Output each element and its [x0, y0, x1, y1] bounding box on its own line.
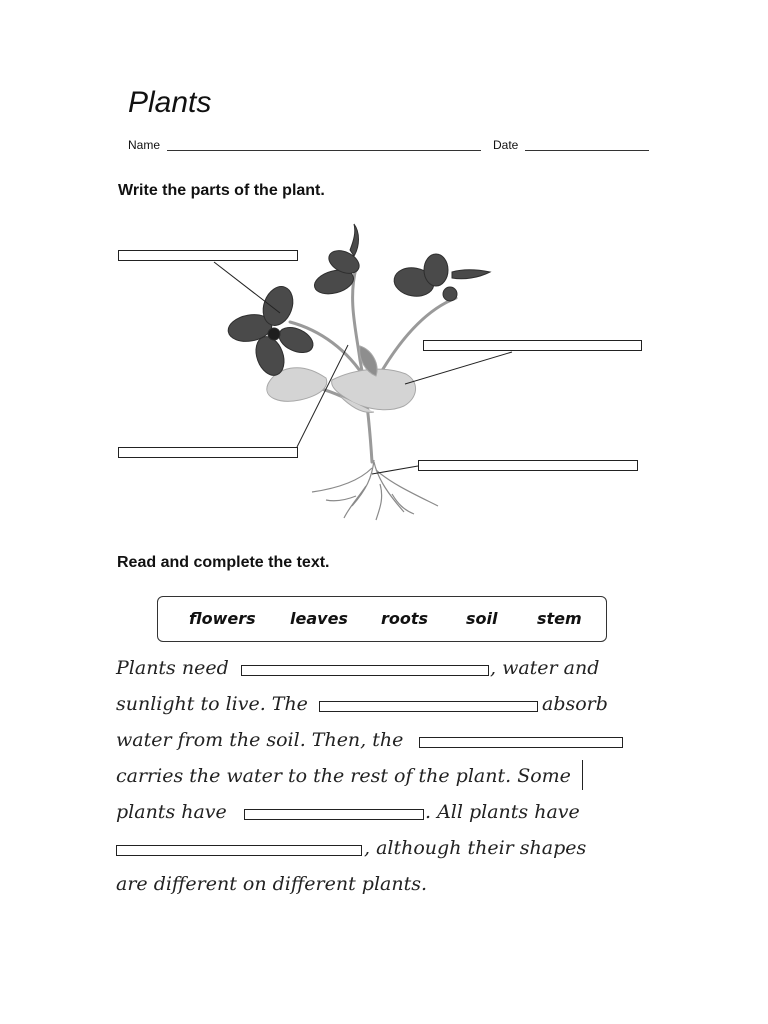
word-bank-item: leaves: [290, 609, 348, 628]
diagram-instruction: Write the parts of the plant.: [118, 182, 325, 199]
text-instruction: Read and complete the text.: [117, 554, 330, 571]
label-box-leaf[interactable]: [423, 340, 642, 351]
passage-text: are different on different plants.: [116, 873, 428, 895]
passage-text: water from the soil. Then, the: [116, 729, 404, 751]
date-label: Date: [493, 138, 519, 152]
blank-2[interactable]: [319, 701, 538, 712]
label-box-flower[interactable]: [118, 250, 298, 261]
passage-text: sunlight to live. The: [116, 693, 308, 715]
page-title: Plants: [128, 86, 212, 119]
word-bank: [157, 596, 607, 642]
passage-text: , water and: [490, 657, 600, 679]
passage-text: plants have: [116, 801, 227, 823]
label-box-roots[interactable]: [418, 460, 638, 471]
label-box-stem[interactable]: [118, 447, 298, 458]
word-bank-item: stem: [537, 609, 582, 628]
text-cursor: [582, 760, 583, 790]
blank-3[interactable]: [419, 737, 623, 748]
passage-text: absorb: [542, 693, 608, 715]
blank-4[interactable]: [244, 809, 424, 820]
word-bank-item: soil: [466, 609, 498, 628]
word-bank-item: roots: [381, 609, 429, 628]
passage-text: . All plants have: [425, 801, 580, 823]
passage-text: , although their shapes: [364, 837, 587, 859]
passage-text: Plants need: [116, 657, 229, 679]
word-bank-item: flowers: [189, 609, 256, 628]
blank-1[interactable]: [241, 665, 489, 676]
passage-text: carries the water to the rest of the plant. Some: [116, 765, 571, 787]
name-label: Name: [128, 138, 161, 152]
blank-5[interactable]: [116, 845, 362, 856]
